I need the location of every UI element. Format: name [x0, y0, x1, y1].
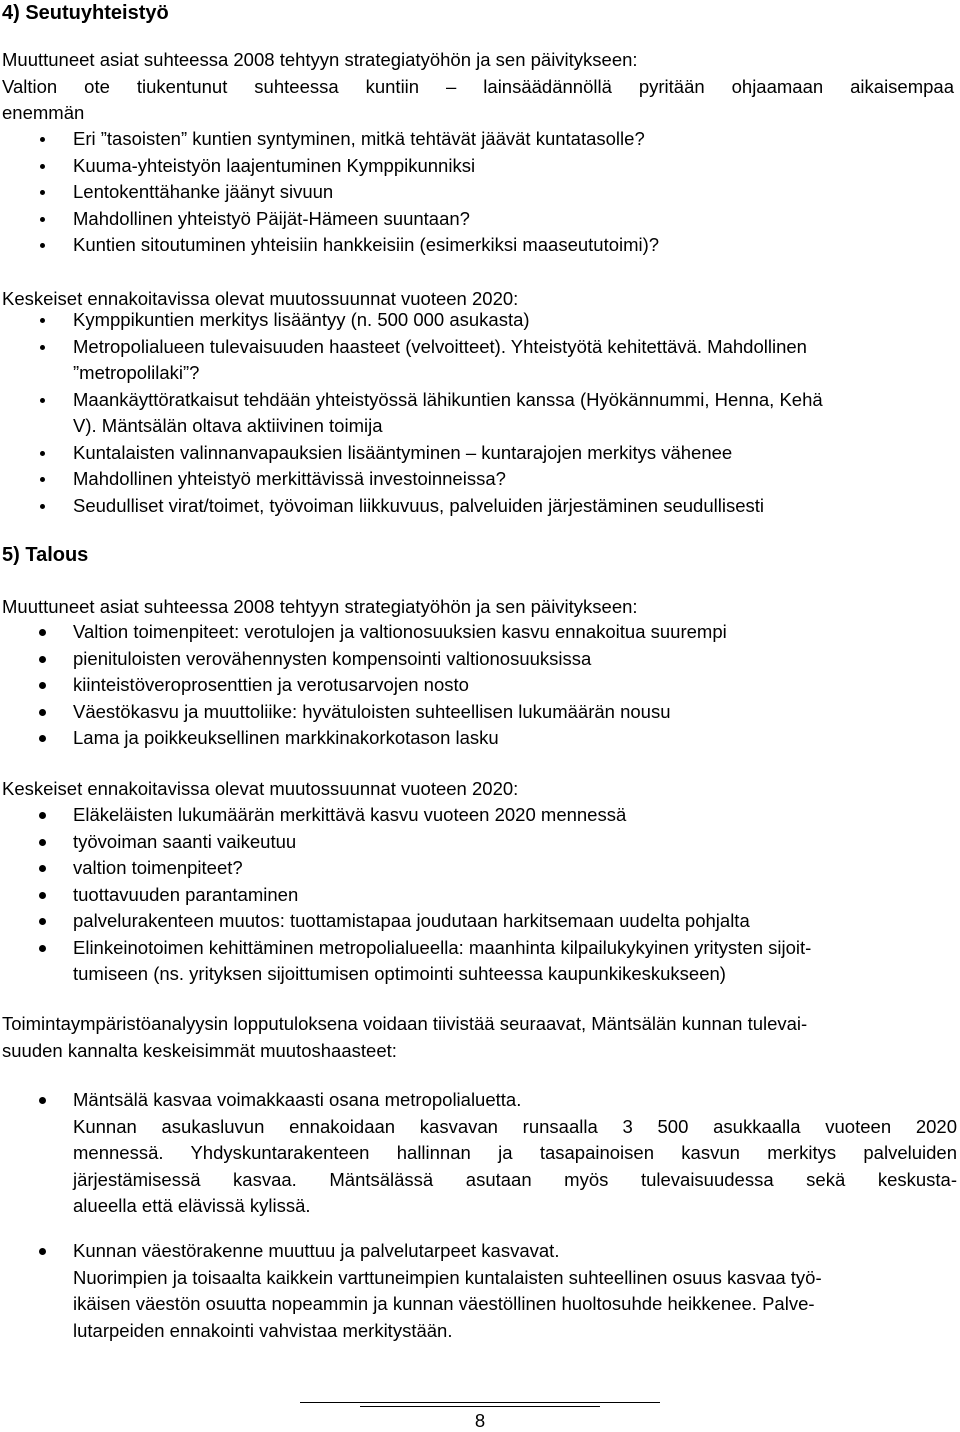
section-4-heading: 4) Seutuyhteistyö [2, 2, 169, 24]
list-item: Seudulliset virat/toimet, työvoiman liikkuvuus, palveluiden järjestäminen seudullisesti [0, 493, 960, 520]
list-item: Eläkeläisten lukumäärän merkittävä kasvu vuoteen 2020 mennessä [0, 802, 960, 829]
conclusion-item-1 [0, 1087, 960, 1220]
section-4-forecast-intro: Keskeiset ennakoitavissa olevat muutossuunnat vuoteen 2020: [2, 288, 519, 309]
list-item: tuottavuuden parantaminen [0, 882, 960, 909]
item-title: Mäntsälä kasvaa voimakkaasti osana metropolialuetta. [73, 1089, 522, 1110]
section-5-forecast-list [0, 802, 960, 988]
conclusion-item-2 [0, 1238, 960, 1344]
list-item: Väestökasvu ja muuttoliike: hyvätuloisten suhteellisen lukumäärän nousu [0, 699, 960, 726]
intro-line: Toimintaympäristöanalyysin lopputuloksena voidaan tiivistää seuraavat, Mäntsälän kunnan tulevai- [2, 1013, 808, 1034]
list-item: Eri ”tasoisten” kuntien syntyminen, mitkä tehtävät jäävät kuntatasolle? [0, 126, 960, 153]
list-item: Maankäyttöratkaisut tehdään yhteistyössä lähikuntien kanssa (Hyökännummi, Henna, Kehä V). Mäntsälän oltava aktiivinen toimija [0, 387, 960, 440]
list-item: Valtion toimenpiteet: verotulojen ja valtionosuuksien kasvu ennakoitua suurempi [0, 619, 960, 646]
list-item: Kymppikuntien merkitys lisääntyy (n. 500 000 asukasta) [0, 307, 960, 334]
section-5-forecast-intro: Keskeiset ennakoitavissa olevat muutossuunnat vuoteen 2020: [2, 778, 519, 799]
intro-line: Valtion ote tiukentunut suhteessa kuntiin – lainsäädännöllä pyritään ohjaamaan aikaisempaa [2, 75, 954, 97]
intro-line: Muuttuneet asiat suhteessa 2008 tehtyyn strategiatyöhön ja sen päivitykseen: [2, 49, 638, 70]
list-item: työvoiman saanti vaikeutuu [0, 829, 960, 856]
section-5-intro: Muuttuneet asiat suhteessa 2008 tehtyyn strategiatyöhön ja sen päivitykseen: [2, 596, 638, 617]
list-item: Mäntsälä kasvaa voimakkaasti osana metropolialuetta. Kunnan asukasluvun ennakoidaan kasvavan runsaalla 3 500 asukkaalla vuoteen 2020 mennessä. Yhdyskuntarakenteen hallinnan ja tasapainoisen kasvun merkitys palveluiden järjestämisessä kasvaa. Mäntsälässä asutaan myös tulevaisuudessa sekä keskusta- alueella että elävissä kylissä. [0, 1087, 960, 1220]
section-4-changes-list [0, 126, 960, 259]
conclusion-intro [2, 1011, 954, 1064]
list-item: Mahdollinen yhteistyö Päijät-Hämeen suuntaan? [0, 206, 960, 233]
footer-rule [300, 1402, 660, 1403]
item-title: Kunnan väestörakenne muuttuu ja palvelutarpeet kasvavat. [73, 1240, 560, 1261]
page-number: 8 [474, 1410, 486, 1431]
list-item: pienituloisten verovähennysten kompensointi valtionosuuksissa [0, 646, 960, 673]
list-item: Mahdollinen yhteistyö merkittävissä investoinneissa? [0, 466, 960, 493]
list-item: Kuntien sitoutuminen yhteisiin hankkeisiin (esimerkiksi maaseututoimi)? [0, 232, 960, 259]
list-item: kiinteistöveroprosenttien ja verotusarvojen nosto [0, 672, 960, 699]
section-4-intro [2, 47, 954, 127]
list-item: Metropolialueen tulevaisuuden haasteet (velvoitteet). Yhteistyötä kehitettävä. Mahdollinen ”metropolilaki”? [0, 334, 960, 387]
intro-line: enemmän [2, 102, 85, 123]
list-item: Kuuma-yhteistyön laajentuminen Kymppikunniksi [0, 153, 960, 180]
section-5-heading: 5) Talous [2, 544, 89, 566]
section-5-changes-list [0, 619, 960, 752]
list-item: Elinkeinotoimen kehittäminen metropolialueella: maanhinta kilpailukykyinen yritysten sijoit- tumiseen (ns. yrityksen sijoittumisen optimointi suhteessa kaupunkikeskukseen) [0, 935, 960, 988]
section-4-forecast-list [0, 307, 960, 519]
list-item: Lentokenttähanke jäänyt sivuun [0, 179, 960, 206]
list-item: valtion toimenpiteet? [0, 855, 960, 882]
footer-rule [360, 1406, 600, 1407]
list-item: Kunnan väestörakenne muuttuu ja palvelutarpeet kasvavat. Nuorimpien ja toisaalta kaikkein varttuneimpien kuntalaisten suhteellinen osuus kasvaa työ- ikäisen väestön osuutta nopeammin ja kunnan väestöllinen huoltosuhde heikkenee. Palve- lutarpeiden ennakointi vahvistaa merkitystään. [0, 1238, 960, 1344]
list-item: palvelurakenteen muutos: tuottamistapaa joudutaan harkitsemaan uudelta pohjalta [0, 908, 960, 935]
list-item: Lama ja poikkeuksellinen markkinakorkotason lasku [0, 725, 960, 752]
intro-line: suuden kannalta keskeisimmät muutoshaasteet: [2, 1039, 397, 1061]
list-item: Kuntalaisten valinnanvapauksien lisääntyminen – kuntarajojen merkitys vähenee [0, 440, 960, 467]
